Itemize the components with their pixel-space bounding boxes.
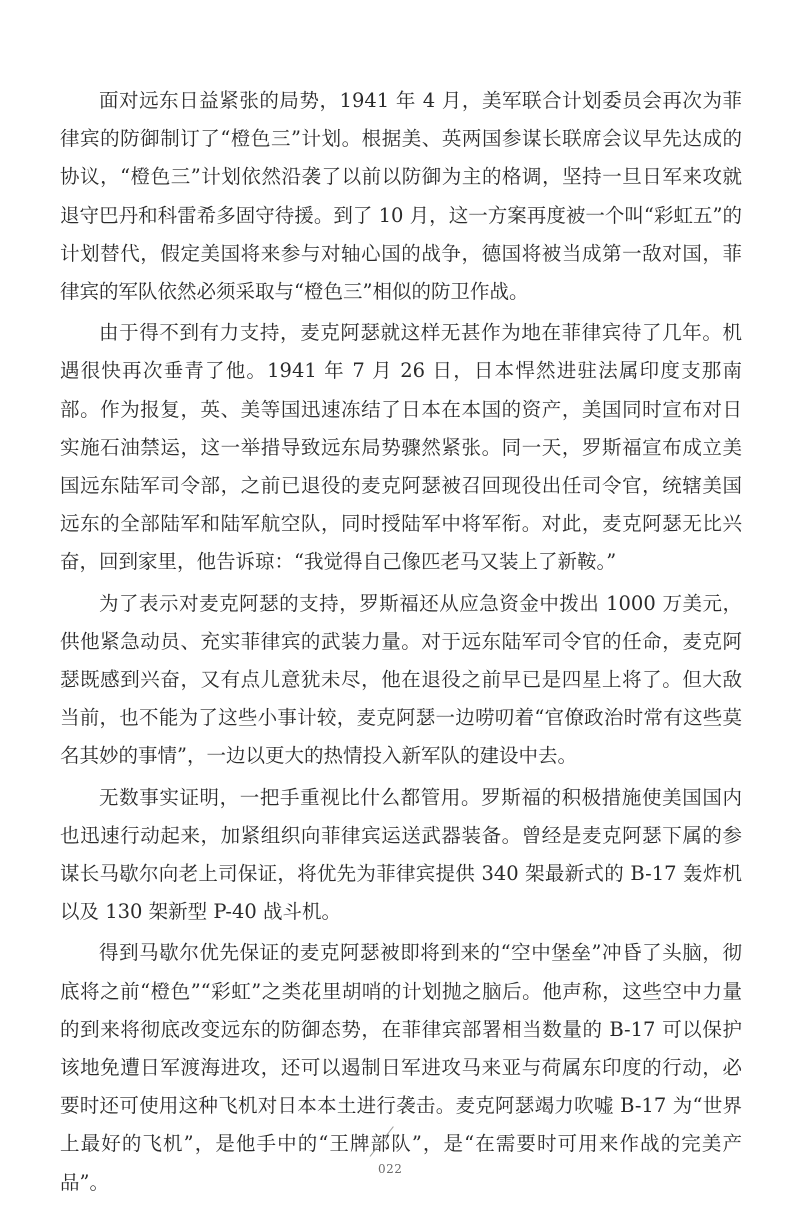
paragraph-4: 无数事实证明，一把手重视比什么都管用。罗斯福的积极措施使美国国内也迅速行动起来，加紧组织向菲律宾运送武器装备。曾经是麦克阿瑟下属的参谋长马歇尔向老上司保证，将优先为菲律宾提供 340 架最新式的 B-17 轰炸机以及 130 架新型 P-40 战斗机。: [60, 785, 742, 924]
paragraph-3: 为了表示对麦克阿瑟的支持，罗斯福还从应急资金中拨出 1000 万美元，供他紧急动员、充实菲律宾的武装力量。对于远东陆军司令官的任命，麦克阿瑟既感到兴奋，又有点儿意犹未尽，他在退役之前早已是四星上将了。但大敌当前，也不能为了这些小事计较，麦克阿瑟一边唠叨着“官僚政治时常有这些莫名其妙的事情”，一边以更大的热情投入新军队的建设中去。: [60, 591, 742, 768]
paragraph-5: 得到马歇尔优先保证的麦克阿瑟被即将到来的“空中堡垒”冲昏了头脑，彻底将之前“橙色”“彩虹”之类花里胡哨的计划抛之脑后。他声称，这些空中力量的到来将彻底改变远东的防御态势，在菲律宾部署相当数量的 B-17 可以保护该地免遭日军渡海进攻，还可以遏制日军进攻马来亚与荷属东印度的行动，必要时还可使用这种飞机对日本本土进行袭击。麦克阿瑟竭力吹嘘 B-17 为“世界上最好的飞机”，是他手中的“王牌部队”，是“在需要时可用来作战的完美产品”。: [60, 941, 742, 1194]
page-number: 022: [378, 1162, 403, 1176]
paragraph-2: 由于得不到有力支持，麦克阿瑟就这样无甚作为地在菲律宾待了几年。机遇很快再次垂青了他。1941 年 7 月 26 日，日本悍然进驻法属印度支那南部。作为报复，英、美等国迅速冻结了日本在本国的资产，美国同时宣布对日实施石油禁运，这一举措导致远东局势骤然紧张。同一天，罗斯福宣布成立美国远东陆军司令部，之前已退役的麦克阿瑟被召回现役出任司令官，统辖美国远东的全部陆军和陆军航空队，同时授陆军中将军衔。对此，麦克阿瑟无比兴奋，回到家里，他告诉琼：“我觉得自己像匹老马又装上了新鞍。”: [60, 321, 742, 574]
page-footer: [350, 1140, 440, 1190]
body-text: [60, 82, 742, 1205]
paragraph-1: 面对远东日益紧张的局势，1941 年 4 月，美军联合计划委员会再次为菲律宾的防御制订了“橙色三”计划。根据美、英两国参谋长联席会议早先达成的协议，“橙色三”计划依然沿袭了以前以防御为主的格调，坚持一旦日军来攻就退守巴丹和科雷希多固守待援。到了 10 月，这一方案再度被一个叫“彩虹五”的计划替代，假定美国将来参与对轴心国的战争，德国将被当成第一敌对国，菲律宾的军队依然必须采取与“橙色三”相似的防卫作战。: [60, 89, 742, 304]
